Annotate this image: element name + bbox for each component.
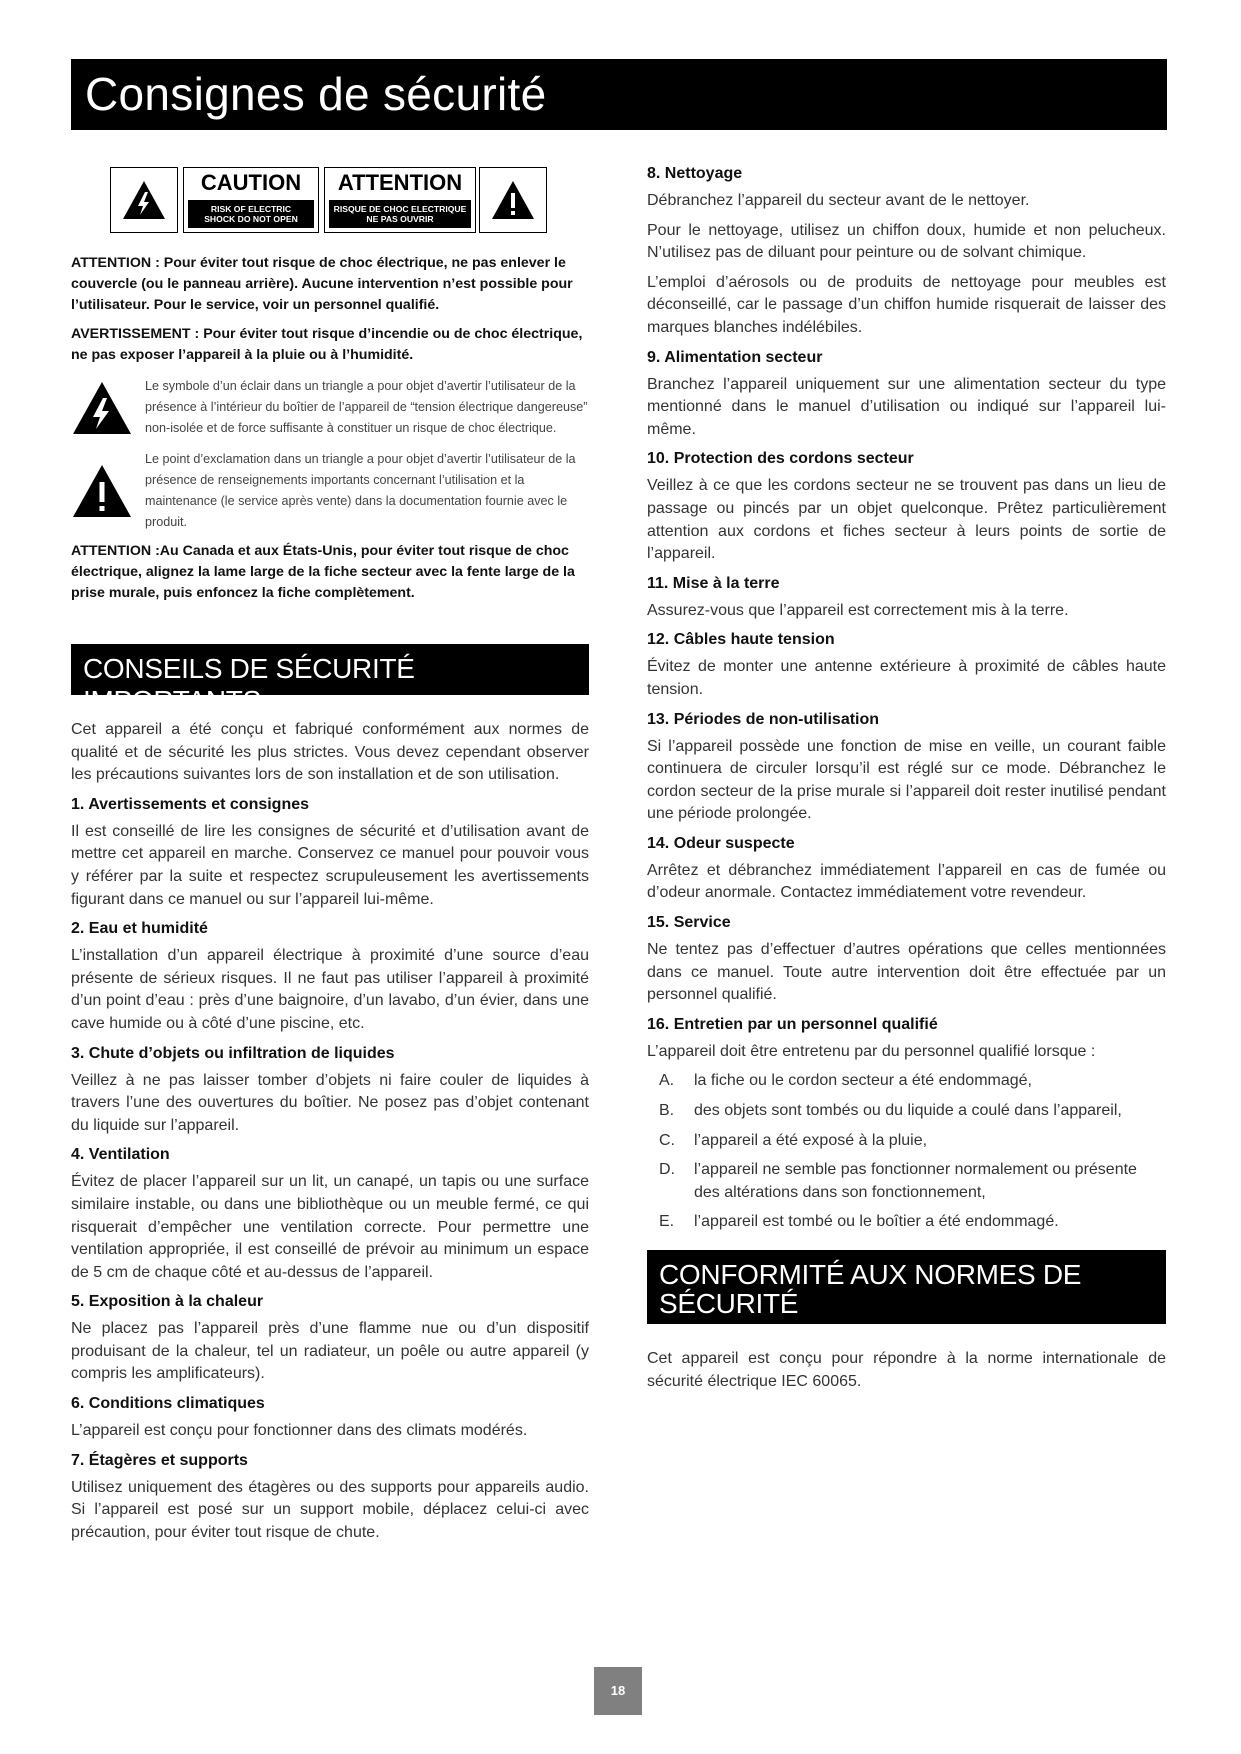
section-heading: 1. Avertissements et consignes bbox=[71, 795, 310, 813]
section-text: L’appareil est conçu pour fonctionner dans des climats modérés. bbox=[71, 1422, 528, 1440]
section-heading: 6. Conditions climatiques bbox=[71, 1395, 265, 1413]
conformity-heading-line-1: CONFORMITÉ AUX NORMES DE bbox=[659, 1259, 1082, 1290]
list-item-text: l’appareil est tombé ou le boîtier a été endommagé. bbox=[694, 1213, 1059, 1231]
section-heading: 7. Étagères et supports bbox=[71, 1451, 248, 1469]
caution-label bbox=[110, 165, 548, 237]
section-text: Débranchez l’appareil du secteur avant de le nettoyer. bbox=[647, 192, 1030, 209]
section-heading: 8. Nettoyage bbox=[647, 165, 743, 182]
list-item bbox=[647, 1211, 1166, 1234]
section-heading: 10. Protection des cordons secteur bbox=[647, 450, 914, 468]
list-item-text: l’appareil a été exposé à la pluie, bbox=[694, 1131, 928, 1149]
section-text: Veillez à ne pas laisser tomber d’objets ni faire couler de liquides à travers l’une des ouvertures du boîtier. Ne posez pas d’objet contenant du liquide sur l’appareil. bbox=[71, 1071, 589, 1134]
list-item-text: des objets sont tombés ou du liquide a coulé dans l’appareil, bbox=[694, 1102, 1122, 1120]
caution-sub-line-2: SHOCK DO NOT OPEN bbox=[204, 214, 298, 224]
attention-warning-label: ATTENTION : bbox=[71, 255, 160, 271]
section-heading: 13. Périodes de non-utilisation bbox=[647, 710, 880, 728]
list-item bbox=[647, 1159, 1166, 1204]
avertissement-text: Pour éviter tout risque d’incendie ou de choc électrique, ne pas exposer l’appareil à la pluie ou à l’humidité. bbox=[71, 326, 583, 363]
section-text: Évitez de monter une antenne extérieure à proximité de câbles haute tension. bbox=[647, 658, 1166, 698]
section-heading: 11. Mise à la terre bbox=[647, 574, 780, 592]
avertissement-warning bbox=[71, 324, 589, 366]
section-heading: 14. Odeur suspecte bbox=[647, 834, 795, 852]
exclamation-warning-icon bbox=[479, 167, 547, 233]
attention-warning bbox=[71, 253, 589, 316]
list-item-text: l’appareil ne semble pas fonctionner normalement ou présente des altérations dans son fonctionnement, bbox=[694, 1161, 1137, 1201]
section-text: L’appareil doit être entretenu par du personnel qualifié lorsque : bbox=[647, 1042, 1096, 1060]
attention-subtext bbox=[329, 200, 471, 228]
exclamation-explanation bbox=[71, 449, 589, 533]
section-heading: 4. Ventilation bbox=[71, 1146, 170, 1164]
lightning-explanation-text: Le symbole d’un éclair dans un triangle a pour objet d’avertir l’utilisateur de la présence à l’intérieur du boîtier de l’appareil de “tension électrique dangereuse” non-isolée et de force suffisante à constituer un risque de choc électrique. bbox=[145, 379, 588, 435]
service-conditions-list bbox=[647, 1070, 1166, 1234]
section-heading: 16. Entretien par un personnel qualifié bbox=[647, 1015, 938, 1033]
caution-subtext bbox=[188, 200, 314, 228]
canada-warning-label: ATTENTION : bbox=[71, 543, 160, 559]
list-item-key: B. bbox=[659, 1102, 675, 1120]
section-heading: 15. Service bbox=[647, 914, 731, 932]
section-text: L’emploi d’aérosols ou de produits de nettoyage pour meubles est déconseillé, car le passage d’un chiffon humide risquerait de laisser des marques blanches indélébiles. bbox=[647, 273, 1166, 336]
important-intro: Cet appareil a été conçu et fabriqué conformément aux normes de qualité et de sécurité les plus strictes. Vous devez cependant observer les précautions suivantes lors de son installation et de son utilisation. bbox=[71, 721, 589, 784]
section-text: L’installation d’un appareil électrique à proximité d’une source d’eau présente de sérieux risques. Il ne faut pas utiliser l’appareil à proximité d’un point d’eau : près d’une baignoire, d’un lavabo, d’un évier, dans une cave humide ou à côté d’une piscine, etc. bbox=[71, 947, 589, 1032]
attention-sub-line-2: NE PAS OUVRIR bbox=[366, 214, 434, 224]
right-column bbox=[647, 163, 1166, 1400]
caution-title: CAUTION bbox=[200, 170, 302, 195]
section-text: Il est conseillé de lire les consignes de sécurité et d’utilisation avant de mettre cet appareil en marche. Conservez ce manuel pour pouvoir vous y référer par la suite et respectez scrupuleusement les avertissements figurant dans ce manuel ou sur l’appareil lui-même. bbox=[71, 822, 589, 908]
list-item bbox=[647, 1130, 1166, 1153]
section-text: Évitez de placer l’appareil sur un lit, un canapé, un tapis ou une surface similaire instable, ou dans une bibliothèque ou un meuble fermé, ce qui risquerait d’empêcher une ventilation correcte. Pour permettre une ventilation appropriée, il est conseillé de prévoir au minimum un espace de 5 cm de chaque côté et au-dessus de l’appareil. bbox=[71, 1173, 589, 1281]
attention-warning-text: Pour éviter tout risque de choc électrique, ne pas enlever le couvercle (ou le panneau arrière). Aucune intervention n’est possible pour l’utilisateur. Pour le service, voir un personnel qualifié. bbox=[71, 255, 573, 313]
conformity-text: Cet appareil est conçu pour répondre à la norme internationale de sécurité électrique IEC 60065. bbox=[647, 1350, 1166, 1390]
canada-warning-text: Au Canada et aux États-Unis, pour éviter tout risque de choc électrique, alignez la lame large de la fiche secteur avec la fente large de la prise murale, puis enfoncez la fiche complètement. bbox=[71, 543, 575, 601]
attention-title: ATTENTION bbox=[337, 170, 463, 195]
section-text: Assurez-vous que l’appareil est correctement mis à la terre. bbox=[647, 601, 1069, 619]
exclamation-triangle-icon bbox=[71, 449, 145, 533]
left-column bbox=[71, 165, 589, 1551]
page-number: 18 bbox=[594, 1667, 642, 1715]
list-item-key: C. bbox=[659, 1131, 675, 1149]
caution-sub-line-1: RISK OF ELECTRIC bbox=[210, 204, 292, 214]
attention-box bbox=[324, 167, 476, 233]
page-title: Consignes de sécurité bbox=[71, 59, 1167, 130]
list-item-key: D. bbox=[659, 1161, 675, 1179]
conformity-heading-line-2: SÉCURITÉ bbox=[659, 1288, 799, 1319]
attention-sub-line-1: RISQUE DE CHOC ELECTRIQUE bbox=[333, 204, 467, 214]
section-text: Ne tentez pas d’effectuer d’autres opérations que celles mentionnées dans ce manuel. Toute autre intervention doit être effectuée par un personnel qualifié. bbox=[647, 941, 1166, 1004]
list-item bbox=[647, 1070, 1166, 1093]
avertissement-label: AVERTISSEMENT : bbox=[71, 326, 200, 342]
section-heading: 5. Exposition à la chaleur bbox=[71, 1293, 264, 1311]
lightning-triangle-icon bbox=[71, 376, 145, 439]
list-item-text: la fiche ou le cordon secteur a été endommagé, bbox=[694, 1072, 1032, 1090]
section-heading: 9. Alimentation secteur bbox=[647, 348, 823, 366]
section-text: Veillez à ce que les cordons secteur ne se trouvent pas dans un lieu de passage ou pincés par un objet quelconque. Prêtez particulièrement attention aux cordons et fiches secteur à leurs points de sortie de l’appareil. bbox=[647, 477, 1166, 563]
section-text: Utilisez uniquement des étagères ou des supports pour appareils audio. Si l’appareil est posé sur un support mobile, déplacez celui-ci avec précaution, pour éviter tout risque de chute. bbox=[71, 1478, 589, 1541]
list-item bbox=[647, 1100, 1166, 1123]
lightning-warning-icon bbox=[110, 167, 178, 233]
list-item-key: A. bbox=[659, 1072, 675, 1090]
canada-warning bbox=[71, 541, 589, 604]
section-text: Arrêtez et débranchez immédiatement l’appareil en cas de fumée ou d’odeur anormale. Contactez immédiatement votre revendeur. bbox=[647, 861, 1166, 902]
section-text: Pour le nettoyage, utilisez un chiffon doux, humide et non pelucheux. N’utilisez pas de diluant pour peinture ou de solvant chimique. bbox=[647, 221, 1166, 262]
conformity-heading bbox=[647, 1250, 1166, 1324]
lightning-explanation bbox=[71, 376, 589, 439]
list-item-key: E. bbox=[659, 1213, 675, 1231]
section-heading: 3. Chute d’objets ou infiltration de liquides bbox=[71, 1044, 395, 1062]
exclamation-explanation-text: Le point d’exclamation dans un triangle a pour objet d’avertir l’utilisateur de la présence de renseignements importants concernant l’utilisation et la maintenance (le service après vente) dans la documentation fournie avec le produit. bbox=[145, 452, 576, 529]
important-safety-heading: CONSEILS DE SÉCURITÉ IMPORTANTS bbox=[71, 644, 589, 695]
section-text: Ne placez pas l’appareil près d’une flamme nue ou d’un dispositif produisant de la chaleur, tel un radiateur, un poêle ou autre appareil (y compris les amplificateurs). bbox=[71, 1320, 589, 1383]
section-text: Si l’appareil possède une fonction de mise en veille, un courant faible continuera de circuler lorsqu’il est réglé sur ce mode. Débranchez le cordon secteur de la prise murale si l’appareil doit rester inutilisé pendant une période prolongée. bbox=[647, 737, 1166, 823]
section-text: Branchez l’appareil uniquement sur une alimentation secteur du type mentionné dans le manuel d’utilisation ou indiqué sur l’appareil lui-même. bbox=[647, 375, 1166, 438]
caution-box bbox=[183, 167, 319, 233]
section-heading: 2. Eau et humidité bbox=[71, 920, 208, 938]
section-heading: 12. Câbles haute tension bbox=[647, 631, 835, 649]
